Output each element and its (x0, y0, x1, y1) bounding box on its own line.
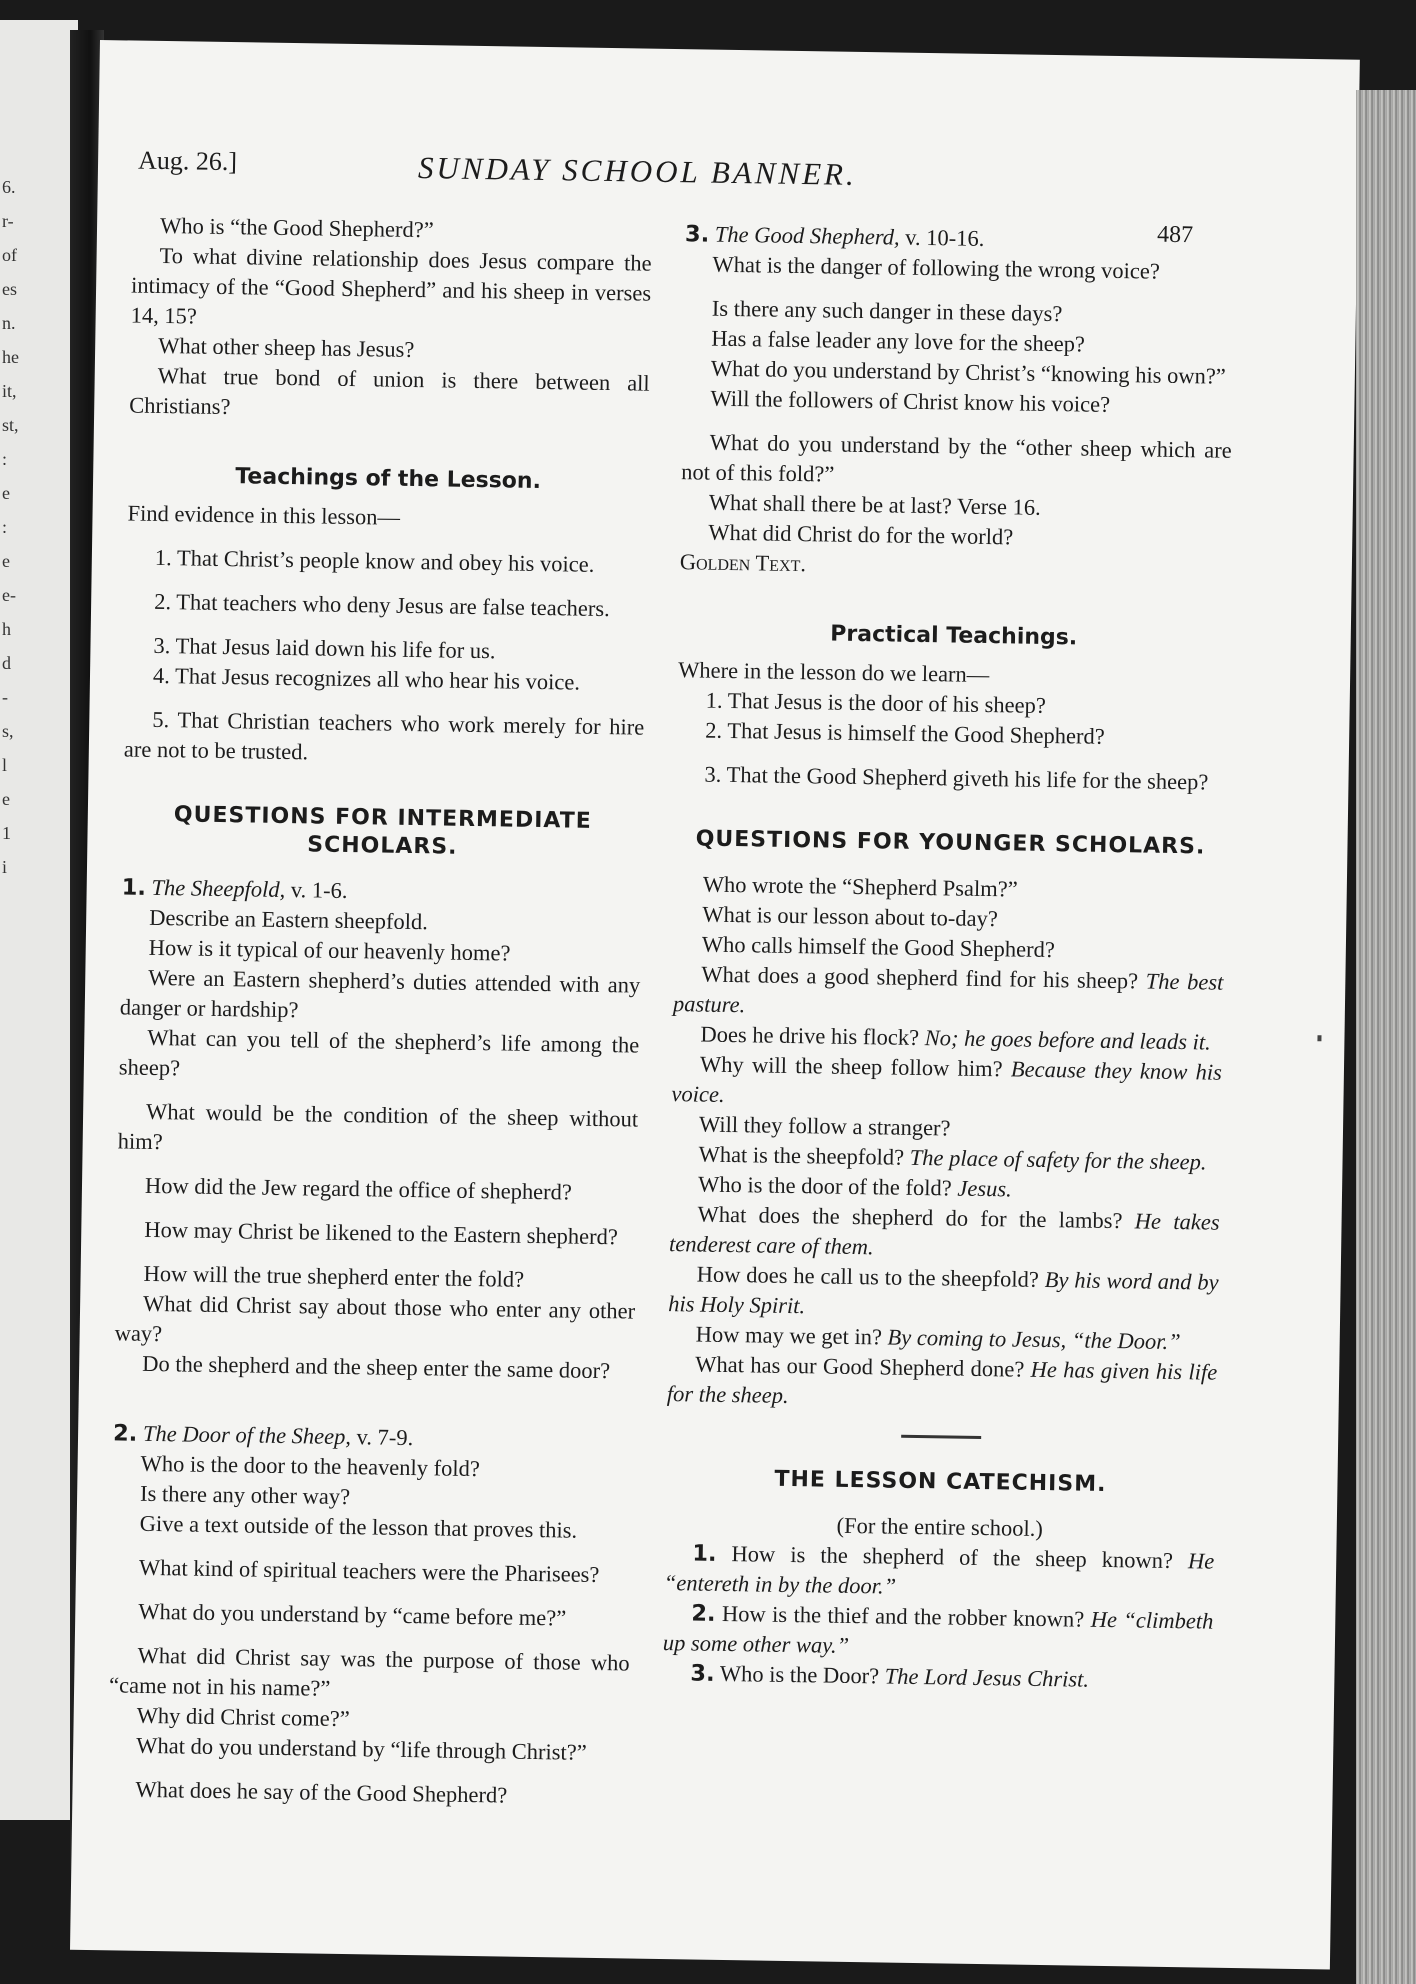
facing-page (0, 20, 78, 1820)
younger-question: Will they follow a stranger? (698, 1111, 951, 1141)
catechism-answer: He “climbeth up some other way.” (662, 1606, 1214, 1658)
golden-text-label: Golden Text. (679, 549, 807, 577)
question: Is there any other way? (139, 1480, 351, 1510)
younger-question: What has our Good Shepherd done? (695, 1351, 1025, 1382)
younger-answer: The best pasture. (672, 968, 1224, 1018)
catechism-number: 1. (692, 1540, 717, 1567)
younger-answer: Jesus. (957, 1175, 1012, 1202)
question: Who is the door to the heavenly fold? (140, 1450, 481, 1482)
younger-question: Who is the door of the fold? (697, 1171, 952, 1201)
question: Has a false leader any love for the sheep? (711, 325, 1086, 357)
younger-answer: He takes tenderest care of them. (668, 1208, 1220, 1260)
question: What do you understand by “life through Christ?” (136, 1732, 587, 1765)
teaching-item: 3. That Jesus laid down his life for us. (153, 632, 496, 664)
practical-item: 3. That the Good Shepherd giveth his life for the sheep? (704, 761, 1209, 795)
younger-question: Who calls himself the Good Shepherd? (701, 931, 1056, 963)
younger-question: Does he drive his flock? (700, 1021, 920, 1050)
younger-question: How may we get in? (695, 1321, 883, 1350)
catechism-heading: THE LESSON CATECHISM. (774, 1466, 1107, 1497)
catechism-item (664, 1538, 1215, 1607)
question: Will the followers of Christ know his voice? (710, 385, 1111, 417)
section-3-number: 3. (684, 221, 710, 248)
section-1-number: 1. (121, 874, 147, 901)
younger-qa (669, 1199, 1220, 1268)
section-3-ref: v. 10-16. (905, 224, 985, 251)
question: What do you understand by the “other sheep which are not of this fold?” (681, 429, 1232, 487)
teaching-item: 5. That Christian teachers who work merely for hire are not to be trusted. (123, 706, 645, 765)
younger-qa (668, 1259, 1219, 1328)
practical-item: 1. That Jesus is the door of his sheep? (705, 687, 1047, 718)
question: What shall there be at last? Verse 16. (708, 489, 1041, 520)
question: What would be the condition of the sheep without him? (117, 1098, 639, 1155)
question: What can you tell of the shepherd’s life among the sheep? (118, 1024, 640, 1081)
younger-question: What is the sheepfold? (698, 1141, 905, 1170)
header-title: SUNDAY SCHOOL BANNER. (417, 150, 858, 192)
question: What did Christ say was the purpose of those who “came not in his name?” (108, 1642, 630, 1701)
catechism-question: Who is the Door? (719, 1660, 880, 1689)
teachings-intro: Find evidence in this lesson— (127, 500, 401, 530)
younger-question: Who wrote the “Shepherd Psalm?” (702, 871, 1018, 902)
question: What did Christ do for the world? (708, 519, 1014, 550)
practical-heading: Practical Teachings. (830, 621, 1078, 651)
section-1-ref: v. 1-6. (290, 877, 348, 903)
catechism-subheading: (For the entire school.) (836, 1512, 1044, 1541)
right-column (662, 219, 1235, 1696)
question: How did the Jew regard the office of shepherd? (144, 1172, 573, 1205)
younger-heading: QUESTIONS FOR YOUNGER SCHOLARS. (695, 826, 1206, 860)
section-1-title: The Sheepfold, (151, 874, 286, 903)
section-2-ref: v. 7-9. (356, 1424, 414, 1451)
facing-page-margin-text: 6. r- of es n. he it, st, : e : e e- h d - s, l e 1 i (2, 177, 19, 877)
question: What does he say of the Good Shepherd? (135, 1776, 508, 1808)
page-number: 487 (1156, 221, 1194, 249)
teaching-item: 2. That teachers who deny Jesus are false teachers. (153, 588, 610, 622)
younger-qa (671, 1049, 1222, 1118)
younger-qa (673, 959, 1224, 1028)
practical-intro: Where in the lesson do we learn— (677, 657, 990, 688)
question: How will the true shepherd enter the fold? (143, 1260, 525, 1292)
question: How is it typical of our heavenly home? (148, 934, 511, 966)
catechism-item (663, 1598, 1214, 1667)
intermediate-heading: QUESTIONS FOR INTERMEDIATE SCHOLARS. (173, 802, 592, 860)
question: Were an Eastern shepherd’s duties attended with any danger or hardship? (119, 964, 641, 1023)
book-page (70, 40, 1360, 1970)
question: What do you understand by Christ’s “knowing his own?” (710, 355, 1226, 389)
section-divider (901, 1435, 981, 1439)
section-2-title: The Door of the Sheep, (142, 1420, 352, 1450)
catechism-number: 3. (690, 1660, 715, 1687)
practical-item: 2. That Jesus is himself the Good Shepherd? (705, 717, 1105, 749)
younger-answer: By his word and by his Holy Spirit. (668, 1266, 1219, 1319)
younger-question: What does the shepherd do for the lambs? (697, 1201, 1123, 1234)
question: Do the shepherd and the sheep enter the same door? (142, 1350, 611, 1384)
younger-question: Why will the sheep follow him? (699, 1051, 1003, 1082)
header-date: Aug. 26.] (137, 145, 238, 177)
younger-question: What does a good shepherd find for his sheep? (701, 961, 1139, 994)
section-3-title: The Good Shepherd, (714, 221, 900, 250)
younger-question: What is our lesson about to-day? (702, 901, 999, 932)
question: How may Christ be likened to the Eastern shepherd? (144, 1216, 619, 1250)
catechism-question: How is the shepherd of the sheep known? (731, 1541, 1174, 1574)
question: What did Christ say about those who enter any other way? (114, 1290, 636, 1347)
page-edges (1356, 90, 1416, 1984)
intro-question: What true bond of union is there between all Christians? (129, 362, 650, 420)
speck (1317, 1035, 1321, 1041)
teachings-heading: Teachings of the Lesson. (235, 464, 542, 494)
intro-question: What other sheep has Jesus? (158, 332, 415, 362)
catechism-answer: He “entereth in by the door.” (663, 1548, 1215, 1599)
left-column (107, 211, 652, 1813)
younger-answer: By coming to Jesus, “the Door.” (887, 1324, 1181, 1355)
younger-answer: The place of safety for the sheep. (909, 1144, 1207, 1175)
question: Describe an Eastern sheepfold. (149, 904, 429, 935)
question: Why did Christ come?” (136, 1702, 350, 1732)
question: What do you understand by “came before me?” (138, 1598, 567, 1631)
catechism-number: 2. (691, 1600, 716, 1627)
intro-question: Who is “the Good Shepherd?” (159, 212, 434, 243)
younger-question: How does he call us to the sheepfold? (696, 1261, 1040, 1292)
intro-question: To what divine relationship does Jesus compare the intimacy of the “Good Shepherd” and his sheep in verses 14, 15? (130, 242, 652, 329)
question: What is the danger of following the wrong voice? (712, 251, 1161, 284)
catechism-answer: The Lord Jesus Christ. (884, 1663, 1090, 1692)
teaching-item: 1. That Christ’s people know and obey his voice. (154, 544, 595, 577)
section-2-number: 2. (112, 1420, 138, 1447)
question: Give a text outside of the lesson that proves this. (139, 1510, 578, 1543)
teaching-item: 4. That Jesus recognizes all who hear his voice. (152, 662, 581, 695)
catechism-question: How is the thief and the robber known? (721, 1600, 1085, 1632)
question: Is there any such danger in these days? (711, 295, 1063, 327)
younger-answer: Because they know his voice. (671, 1056, 1223, 1107)
question: What kind of spiritual teachers were the Pharisees? (138, 1554, 600, 1588)
younger-answer: He has given his life for the sheep. (666, 1356, 1218, 1408)
younger-qa (667, 1349, 1218, 1418)
younger-answer: No; he goes before and leads it. (924, 1025, 1211, 1055)
